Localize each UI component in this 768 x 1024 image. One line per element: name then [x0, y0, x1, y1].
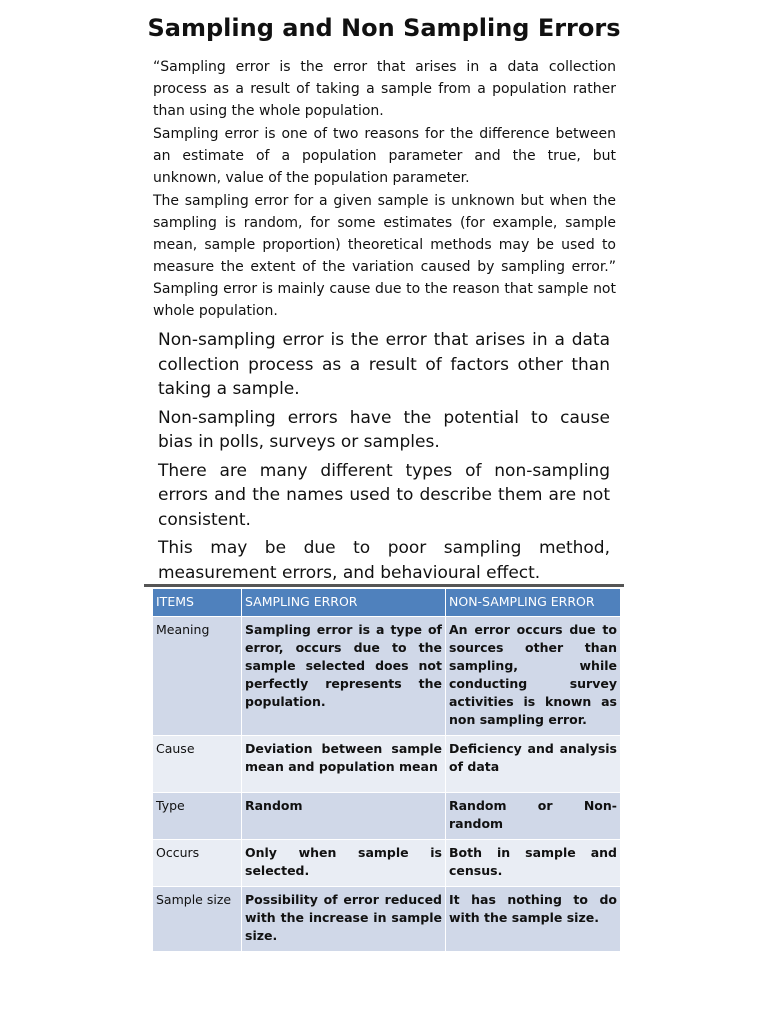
page-title: Sampling and Non Sampling Errors: [147, 14, 621, 42]
non-sampling-error-definition: [158, 328, 610, 589]
paragraph: Non-sampling errors have the potential to cause bias in polls, surveys or samples.: [158, 407, 610, 452]
paragraph: Sampling error is one of two reasons for the difference between an estimate of a population parameter and the true, but unknown, value of the population parameter.: [153, 126, 616, 186]
section-divider: [144, 584, 624, 587]
non-sampling-cell: Deficiency and analysis of data: [446, 736, 621, 793]
paragraph: The sampling error for a given sample is unknown but when the sampling is random, for some estimates (for example, sample mean, sample proportion) theoretical methods may be used to measure the extent of the variation caused by sampling error.” Sampling error is mainly cause due to the reason that sample not whole population.: [153, 193, 616, 319]
paragraph: This may be due to poor sampling method, measurement errors, and behavioural effect.: [158, 538, 610, 583]
item-cell: Type: [153, 793, 242, 840]
table-row: [153, 736, 621, 793]
non-sampling-cell: Random or Non-random: [446, 793, 621, 840]
item-cell: Cause: [153, 736, 242, 793]
column-header: ITEMS: [153, 589, 242, 617]
non-sampling-cell: It has nothing to do with the sample size.: [446, 887, 621, 952]
column-header: NON-SAMPLING ERROR: [446, 589, 621, 617]
non-sampling-cell: Both in sample and census.: [446, 840, 621, 887]
item-cell: Occurs: [153, 840, 242, 887]
item-cell: Sample size: [153, 887, 242, 952]
table-row: [153, 793, 621, 840]
table-row: [153, 617, 621, 736]
non-sampling-cell: An error occurs due to sources other than sampling, while conducting survey activities is known as non sampling error.: [446, 617, 621, 736]
sampling-cell: Possibility of error reduced with the increase in sample size.: [242, 887, 446, 952]
column-header: SAMPLING ERROR: [242, 589, 446, 617]
item-cell: Meaning: [153, 617, 242, 736]
paragraph: There are many different types of non-sampling errors and the names used to describe them are not consistent.: [158, 460, 610, 530]
comparison-table: [152, 588, 621, 952]
paragraph: Non-sampling error is the error that arises in a data collection process as a result of factors other than taking a sample.: [158, 330, 610, 399]
sampling-cell: Sampling error is a type of error, occurs due to the sample selected does not perfectly represents the population.: [242, 617, 446, 736]
table-row: [153, 887, 621, 952]
paragraph: “Sampling error is the error that arises in a data collection process as a result of taking a sample from a population rather than using the whole population.: [153, 59, 616, 119]
sampling-error-definition: [153, 56, 616, 323]
table-header-row: [153, 589, 621, 617]
table-row: [153, 840, 621, 887]
sampling-cell: Random: [242, 793, 446, 840]
sampling-cell: Only when sample is selected.: [242, 840, 446, 887]
sampling-cell: Deviation between sample mean and population mean: [242, 736, 446, 793]
